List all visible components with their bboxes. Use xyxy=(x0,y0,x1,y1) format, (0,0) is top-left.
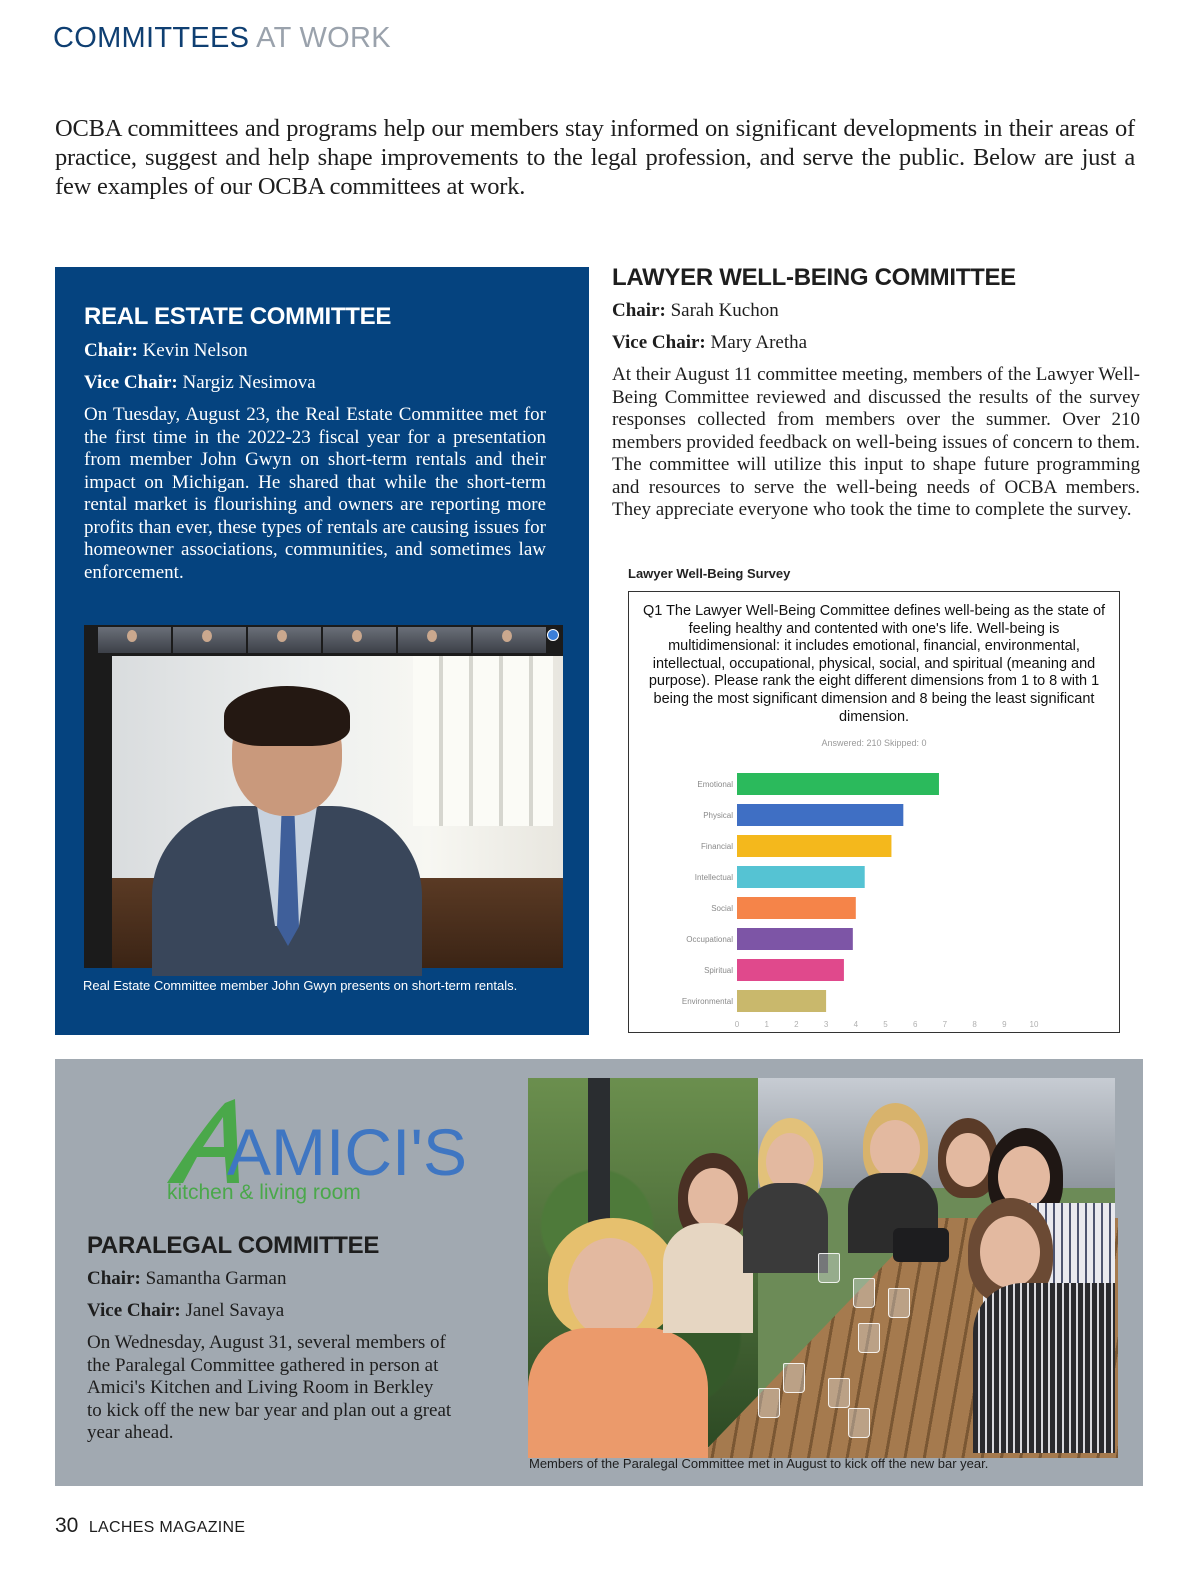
vice-chair-name: Janel Savaya xyxy=(185,1300,285,1321)
presenter-video xyxy=(112,656,563,968)
logo-main-text: AMICI'S xyxy=(227,1115,467,1189)
chart-bar xyxy=(737,866,865,888)
chart-x-tick-label: 2 xyxy=(794,1020,799,1029)
person-face xyxy=(688,1168,738,1228)
vice-chair-name: Nargiz Nesimova xyxy=(182,372,316,393)
drinking-glass xyxy=(888,1288,910,1318)
chart-x-tick-label: 10 xyxy=(1029,1020,1039,1029)
person-face xyxy=(980,1216,1040,1288)
zoom-meeting-photo xyxy=(84,625,563,968)
vice-chair-label: Vice Chair: xyxy=(87,1300,181,1321)
chart-x-tick-label: 0 xyxy=(734,1020,740,1029)
chart-x-tick-label: 5 xyxy=(883,1020,888,1029)
participant-tile xyxy=(323,627,396,653)
participant-tile xyxy=(173,627,246,653)
real-estate-body: On Tuesday, August 23, the Real Estate Committee met for the first time in the 2022-23 fiscal year for a presentation from member John Gwyn on short-term rentals and their impact on Michigan. He shared that while the short-term rental market is flourishing and owners are reporting more profits than ever, these types of rentals are causing issues for homeowner associations, communities, and sometimes law enforcement. xyxy=(84,404,546,583)
intro-paragraph: OCBA committees and programs help our members stay informed on significant developments in their areas of practice, suggest and help shape improvements to the legal profession, and serve the public. Below are just a few examples of our OCBA committees at work. xyxy=(55,115,1135,200)
chart-x-tick-label: 1 xyxy=(764,1020,769,1029)
participant-tile xyxy=(398,627,471,653)
well-being-title: LAWYER WELL-BEING COMMITTEE xyxy=(612,264,1016,291)
well-being-vice-chair xyxy=(612,331,807,355)
chair-label: Chair: xyxy=(87,1268,141,1289)
survey-chart xyxy=(628,591,1120,1033)
survey-question: Q1 The Lawyer Well-Being Committee defines well-being as the state of feeling healthy and contented with one's life. Well-being is multidimensional: it includes emotional, financial, environmental, intellectual, occupational, physical, social, and spiritual (meaning and purpose). Please rank the eight different dimensions from 1 to 8 with 1 being the most significant dimension and 8 being the least significant dimension. xyxy=(642,603,1106,725)
real-estate-chair xyxy=(84,339,248,363)
chart-x-tick-label: 8 xyxy=(972,1020,977,1029)
paralegal-chair xyxy=(87,1267,286,1291)
chart-category-label: Intellectual xyxy=(694,873,733,882)
chart-category-label: Emotional xyxy=(697,780,733,789)
person-face xyxy=(870,1120,920,1178)
chart-bar xyxy=(737,773,939,795)
person-top xyxy=(973,1283,1115,1453)
chair-name: Kevin Nelson xyxy=(142,340,248,361)
chart-category-label: Spiritual xyxy=(704,966,733,975)
survey-label: Lawyer Well-Being Survey xyxy=(628,566,791,581)
chart-category-label: Financial xyxy=(700,842,733,851)
vice-chair-name: Mary Aretha xyxy=(710,332,808,353)
drinking-glass xyxy=(758,1388,780,1418)
drinking-glass xyxy=(848,1408,870,1438)
drinking-glass xyxy=(853,1278,875,1308)
chart-bar xyxy=(737,928,853,950)
next-page-icon xyxy=(547,629,559,641)
person-top xyxy=(528,1328,708,1458)
amicis-logo xyxy=(165,1095,467,1205)
person-face xyxy=(568,1238,653,1338)
chart-subtitle: Answered: 210 Skipped: 0 xyxy=(821,738,927,748)
real-estate-photo-caption: Real Estate Committee member John Gwyn presents on short-term rentals. xyxy=(83,978,518,993)
chart-bar xyxy=(737,804,903,826)
drinking-glass xyxy=(818,1253,840,1283)
chart-bar xyxy=(737,835,891,857)
office-window xyxy=(413,656,553,826)
chart-x-tick-label: 3 xyxy=(823,1020,829,1029)
chart-category-label: Occupational xyxy=(686,935,733,944)
presenter-hair xyxy=(224,686,350,746)
drinking-glass xyxy=(828,1378,850,1408)
header-strong: COMMITTEES xyxy=(53,22,250,54)
well-being-body: At their August 11 committee meeting, members of the Lawyer Well-Being Committee reviewed and discussed the results of the survey responses collected from members over the summer. Over 210 members provided feedback on well-being issues of concern to them. The committee will utilize this input to shape future programming and resources to serve the well-being needs of OCBA members. They appreciate everyone who took the time to complete the survey. xyxy=(612,364,1140,520)
chart-category-label: Physical xyxy=(703,811,733,820)
paralegal-photo-caption: Members of the Paralegal Committee met in August to kick off the new bar year. xyxy=(529,1456,989,1471)
chair-name: Samantha Garman xyxy=(145,1268,287,1289)
participant-tile xyxy=(98,627,171,653)
header-light: AT WORK xyxy=(256,22,391,54)
publication-name: LACHES MAGAZINE xyxy=(88,1519,246,1536)
survey-bar-chart xyxy=(629,592,1118,1031)
chart-x-tick-label: 4 xyxy=(853,1020,859,1029)
chart-bar xyxy=(737,959,844,981)
chart-category-label: Environmental xyxy=(681,997,733,1006)
zoom-participant-strip xyxy=(98,627,546,653)
paralegal-body: On Wednesday, August 31, several members of the Paralegal Committee gathered in person at Amici's Kitchen and Living Room in Berkley to kick off the new bar year and plan out a great year ahead. xyxy=(87,1332,452,1443)
chair-label: Chair: xyxy=(84,340,138,361)
person-face xyxy=(946,1133,990,1187)
participant-tile xyxy=(473,627,546,653)
person-top xyxy=(743,1183,828,1273)
chart-x-tick-label: 9 xyxy=(1002,1020,1007,1029)
real-estate-panel xyxy=(55,267,589,1035)
real-estate-vice-chair xyxy=(84,371,316,395)
paralegal-vice-chair xyxy=(87,1299,284,1323)
paralegal-panel xyxy=(55,1059,1143,1486)
real-estate-title: REAL ESTATE COMMITTEE xyxy=(84,303,392,330)
chart-bar xyxy=(737,897,856,919)
chart-x-tick-label: 7 xyxy=(942,1020,948,1029)
well-being-chair xyxy=(612,299,779,323)
vice-chair-label: Vice Chair: xyxy=(84,372,178,393)
chart-bar xyxy=(737,990,826,1012)
paralegal-group-photo xyxy=(528,1078,1115,1447)
chair-label: Chair: xyxy=(612,300,666,321)
page-footer xyxy=(55,1514,245,1538)
handbag xyxy=(893,1228,949,1262)
drinking-glass xyxy=(858,1323,880,1353)
page-number: 30 xyxy=(55,1514,79,1537)
chair-name: Sarah Kuchon xyxy=(670,300,779,321)
participant-tile xyxy=(248,627,321,653)
paralegal-title: PARALEGAL COMMITTEE xyxy=(87,1232,380,1259)
chart-x-tick-label: 6 xyxy=(912,1020,918,1029)
drinking-glass xyxy=(783,1363,805,1393)
vice-chair-label: Vice Chair: xyxy=(612,332,706,353)
person-top xyxy=(663,1223,753,1333)
section-header xyxy=(53,22,391,55)
chart-category-label: Social xyxy=(711,904,733,913)
logo-sub-text: kitchen & living room xyxy=(167,1181,361,1204)
